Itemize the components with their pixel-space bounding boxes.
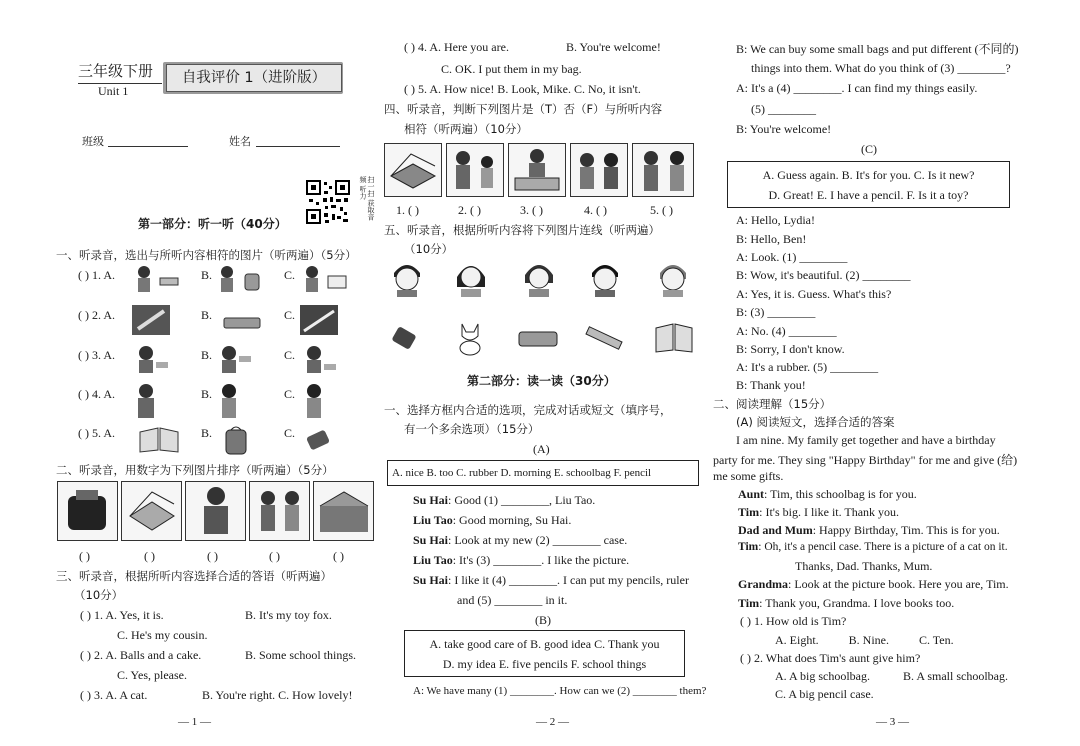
schoolbag-icon: [222, 424, 250, 456]
part1-heading: 第一部分：听一听（40分）: [138, 217, 287, 231]
rubber-icon: [305, 428, 331, 452]
dialogue-line: B: (3) ________: [736, 305, 816, 319]
dialogue-line: : Happy Birthday, Tim. This is for you.: [812, 523, 1000, 537]
p2-q5: ( ) 5. A. How nice! B. Look, Mike. C. No, it isn't.: [404, 82, 641, 96]
p3-mc-q2-option-c: C. A big pencil case.: [775, 687, 874, 701]
section-b-tag: (B): [535, 613, 551, 627]
s2-picture-2: [121, 481, 182, 541]
p1-q3: ( ) 3. A. A cat.: [80, 688, 148, 702]
p3-reading2a-heading: (A) 阅读短文，选择合适的答案: [736, 415, 895, 429]
s4-picture-2: [446, 143, 504, 197]
p1-q1: ( ) 1. A. Yes, it is.: [80, 608, 164, 622]
dialogue-line: : It's big. I like it. Thank you.: [759, 505, 900, 519]
opt-c-label: C.: [284, 348, 296, 362]
dialogue-line: A: No. (4) ________: [736, 324, 837, 338]
s2-answer-slot[interactable]: ( ): [79, 549, 90, 563]
p3-reading2-heading: 二、阅读理解（15分）: [713, 397, 832, 411]
s2-answer-slot[interactable]: ( ): [333, 549, 344, 563]
dialogue-line: A: It's a (4) ________. I can find my things easily.: [736, 81, 978, 95]
boy-with-rubber-icon: [132, 264, 182, 296]
p3-mc-q1: ( ) 1. How old is Tim?: [740, 614, 847, 628]
p2-reading1-heading: 一、选择方框内合适的选项，完成对话或短文（填序号，: [384, 403, 672, 417]
s2-picture-1: [57, 481, 118, 541]
passage-line: I am nine. My family get together and have a birthday: [736, 433, 996, 447]
s4-picture-5: [632, 143, 694, 197]
opt-b-label: B.: [201, 387, 213, 401]
name-field[interactable]: [256, 146, 340, 147]
p2-section4-heading-2: 相符（听两遍）（10分）: [404, 122, 528, 136]
book-icon: [654, 322, 694, 354]
dialogue-line: : Look at the picture book. Here you are, Tim.: [788, 577, 1009, 591]
word-box-c-line: A. Guess again. B. It's for you. C. Is it new?: [762, 168, 975, 182]
dialogue-line: : Oh, it's a pencil case. There is a picture of a cat on it.: [758, 541, 1008, 553]
boy-with-bag-icon: [215, 264, 265, 296]
p1-q2-option-c: C. Yes, please.: [117, 668, 188, 682]
dialogue-line: A: Yes, it is. Guess. What's this?: [736, 287, 892, 301]
speaker: Su Hai: [413, 533, 449, 547]
opt-b-label: B.: [201, 426, 213, 440]
word-box-c-line: D. Great! E. I have a pencil. F. Is it a toy?: [768, 188, 969, 202]
p1-section2-heading: 二、听录音，用数字为下列图片排序（听两遍）（5分）: [56, 463, 334, 477]
opt-c-label: C.: [284, 308, 296, 322]
word-box-b-line: A. take good care of B. good idea C. Thank you: [429, 637, 660, 651]
speaker: Aunt: [738, 487, 765, 501]
p3-mc-q2: ( ) 2. What does Tim's aunt give him?: [740, 651, 921, 665]
child-face-icon: [454, 257, 488, 297]
boy-icon: [300, 344, 340, 374]
dialogue-line: A: It's a rubber. (5) ________: [736, 360, 879, 374]
dialogue-line: : It's (3) ________. I like the picture.: [452, 553, 630, 567]
boy-with-book-icon: [300, 264, 350, 296]
s2-answer-slot[interactable]: ( ): [144, 549, 155, 563]
s4-answer-slot[interactable]: 2. ( ): [458, 203, 481, 217]
speaker: Su Hai: [413, 493, 449, 507]
speaker: Su Hai: [413, 573, 449, 587]
word-box-b: [404, 630, 685, 677]
p1-section1-heading: 一、听录音，选出与所听内容相符的图片（听两遍）（5分）: [56, 248, 357, 262]
part2-heading: 第二部分：读一读（30分）: [467, 374, 616, 388]
dialogue-line: B: You're welcome!: [736, 122, 832, 136]
s2-answer-slot[interactable]: ( ): [207, 549, 218, 563]
s4-picture-4: [570, 143, 628, 197]
qr-note: 扫一扫 获取音频 听力: [359, 176, 375, 221]
p1-s1-row-label: ( ) 3. A.: [78, 348, 115, 362]
p1-s1-row-label: ( ) 2. A.: [78, 308, 115, 322]
page-number: — 3 —: [876, 716, 909, 728]
dialogue-line: A: Hello, Lydia!: [736, 213, 815, 227]
s4-answer-slot[interactable]: 1. ( ): [396, 203, 419, 217]
child-face-icon: [522, 257, 556, 297]
s4-picture-3: [508, 143, 566, 197]
dialogue-line: : Thank you, Grandma. I love books too.: [759, 596, 955, 610]
page-title: 自我评价 1（进阶版）: [166, 64, 342, 92]
p2-q4-option-b: B. You're welcome!: [566, 40, 661, 54]
boy-icon: [215, 344, 255, 374]
boy-icon: [132, 344, 172, 374]
boy-icon: [132, 382, 162, 422]
speaker: Tim: [738, 541, 759, 553]
page-number: — 1 —: [178, 716, 211, 728]
class-label: 班级: [82, 135, 104, 148]
p3-mc-q2-option-b: B. A small schoolbag.: [903, 669, 1008, 683]
pencil-case-icon: [222, 312, 262, 332]
dialogue-line: A: We have many (1) ________. How can we (2) ________ them?: [413, 685, 707, 697]
speaker: Dad and Mum: [738, 523, 813, 537]
speaker: Liu Tao: [413, 553, 453, 567]
name-label: 姓名: [229, 135, 251, 148]
p1-q2-option-b: B. Some school things.: [245, 648, 357, 662]
p2-q4-option-c: C. OK. I put them in my bag.: [441, 62, 582, 76]
p1-q1-option-c: C. He's my cousin.: [117, 628, 208, 642]
p1-q1-option-b: B. It's my toy fox.: [245, 608, 332, 622]
dialogue-line: B: Hello, Ben!: [736, 232, 807, 246]
p1-s1-row-label: ( ) 1. A.: [78, 268, 115, 282]
s2-answer-slot[interactable]: ( ): [269, 549, 280, 563]
p1-section3-points: （10分）: [74, 588, 124, 602]
dialogue-line: B: Sorry, I don't know.: [736, 342, 845, 356]
dialogue-line: : Good (1) ________, Liu Tao.: [448, 493, 596, 507]
grade-label: 三年级下册: [78, 62, 154, 80]
pen-icon: [132, 305, 170, 335]
speaker: Tim: [738, 596, 760, 610]
passage-line: party for me. They sing "Happy Birthday" for me and give (给): [713, 453, 1018, 467]
p1-section3-heading: 三、听录音，根据所听内容选择合适的答语（听两遍）: [56, 569, 332, 583]
pencil-icon: [300, 305, 338, 335]
child-face-icon: [390, 257, 424, 297]
dialogue-line: things into them. What do you think of (3) ________?: [751, 61, 1011, 75]
speaker: Grandma: [738, 577, 789, 591]
opt-c-label: C.: [284, 387, 296, 401]
p1-s1-row-label: ( ) 5. A.: [78, 426, 115, 440]
opt-b-label: B.: [201, 268, 213, 282]
section-c-tag: (C): [861, 142, 877, 156]
rubber-icon: [388, 322, 420, 356]
s4-answer-slot[interactable]: 4. ( ): [584, 203, 607, 217]
girl-icon: [215, 382, 245, 422]
opt-c-label: C.: [284, 268, 296, 282]
dialogue-line: : Good morning, Su Hai.: [452, 513, 572, 527]
s4-answer-slot[interactable]: 5. ( ): [650, 203, 673, 217]
section-a-tag: (A): [533, 442, 550, 456]
dialogue-line: (5) ________: [751, 102, 816, 116]
p2-section5-points: （10分）: [404, 242, 454, 256]
dialogue-line: : I like it (4) ________. I can put my pencils, ruler: [448, 573, 689, 587]
dialogue-line: Thanks, Dad. Thanks, Mum.: [795, 559, 933, 573]
qr-code-icon[interactable]: [306, 180, 350, 224]
page-number: — 2 —: [536, 716, 569, 728]
word-box-a: [387, 460, 699, 486]
speaker: Liu Tao: [413, 513, 453, 527]
p2-q4: ( ) 4. A. Here you are.: [404, 40, 509, 54]
unit-label: Unit 1: [98, 84, 129, 98]
child-face-icon: [656, 257, 690, 297]
s4-answer-slot[interactable]: 3. ( ): [520, 203, 543, 217]
opt-b-label: B.: [201, 308, 213, 322]
word-box-b-line: D. my idea E. five pencils F. school things: [442, 657, 647, 671]
pencil-case-icon: [517, 328, 559, 350]
passage-line: me some gifts.: [713, 469, 784, 483]
p1-s1-row-label: ( ) 4. A.: [78, 387, 115, 401]
dialogue-line: B: Thank you!: [736, 378, 806, 392]
dialogue-line: B: Wow, it's beautiful. (2) ________: [736, 268, 911, 282]
opt-c-label: C.: [284, 426, 296, 440]
dialogue-line: and (5) ________ in it.: [457, 593, 568, 607]
p3-mc-q2-option-a: A. A big schoolbag.: [775, 669, 870, 683]
cat-icon: [452, 318, 488, 358]
p3-mc-q1-options: A. Eight. B. Nine. C. Ten.: [775, 633, 954, 647]
p2-section4-heading: 四、听录音，判断下列图片是（T）否（F）与所听内容: [384, 102, 663, 116]
word-box-a-text: A. nice B. too C. rubber D. morning E. schoolbag F. pencil: [392, 467, 652, 479]
p1-q2: ( ) 2. A. Balls and a cake.: [80, 648, 202, 662]
s4-picture-1: [384, 143, 442, 197]
ruler-icon: [584, 322, 624, 356]
s2-picture-5: [313, 481, 374, 541]
p2-section5-heading: 五、听录音，根据所听内容将下列图片连线（听两遍）: [384, 223, 660, 237]
p2-reading1-heading-2: 有一个多余选项）（15分）: [404, 422, 540, 436]
speaker: Tim: [738, 505, 760, 519]
p1-q3-options: B. You're right. C. How lovely!: [202, 688, 353, 702]
class-field[interactable]: [108, 146, 188, 147]
girl-icon: [300, 382, 330, 422]
dialogue-line: : Look at my new (2) ________ case.: [448, 533, 628, 547]
dialogue-line: B: We can buy some small bags and put different (不同的): [736, 42, 1019, 56]
dialogue-line: A: Look. (1) ________: [736, 250, 848, 264]
s2-picture-4: [249, 481, 310, 541]
s2-picture-3: [185, 481, 246, 541]
word-box-c: [727, 161, 1010, 208]
book-icon: [138, 426, 180, 454]
dialogue-line: : Tim, this schoolbag is for you.: [764, 487, 917, 501]
child-face-icon: [588, 257, 622, 297]
opt-b-label: B.: [201, 348, 213, 362]
